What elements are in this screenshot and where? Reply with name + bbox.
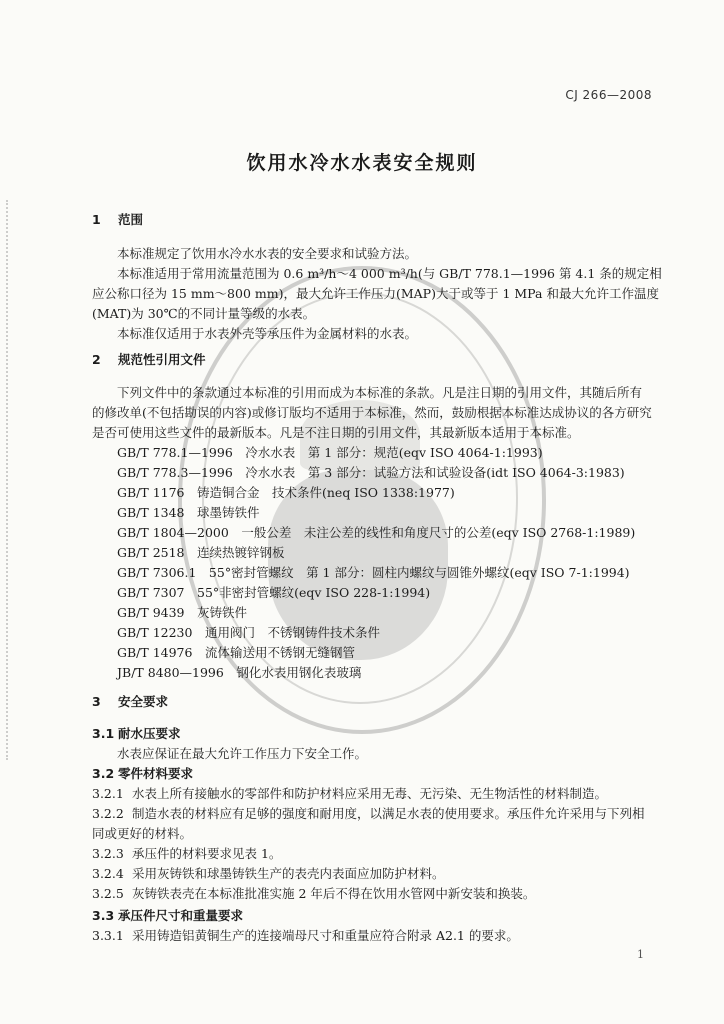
page-number: 1	[637, 948, 644, 961]
section-2-heading	[92, 352, 666, 368]
clause-text: 制造水表的材料应有足够的强度和耐用度，以满足水表的使用要求。承压件允许采用与下列相	[132, 806, 645, 821]
clause-text: 采用铸造铝黄铜生产的连接端母尺寸和重量应符合附录 A2.1 的要求。	[132, 928, 519, 943]
section-title: 耐水压要求	[118, 726, 181, 741]
reference-item: GB/T 2518 连续热镀锌钢板	[117, 545, 285, 560]
references-intro-line-1: 下列文件中的条款通过本标准的引用而成为本标准的条款。凡是注日期的引用文件，其随后所有	[117, 385, 643, 400]
reference-item: GB/T 7306.1 55°密封管螺纹 第 1 部分：圆柱内螺纹与圆锥外螺纹(eqv ISO 7-1:1994)	[117, 565, 630, 580]
scope-paragraph-2-line-2: 应公称口径为 15 mm～800 mm)，最大允许工作压力(MAP)大于或等于 1 MPa 和最大允许工作温度	[92, 286, 659, 301]
clause-3-3-1	[92, 928, 666, 944]
section-1-heading	[92, 212, 666, 228]
clause-3-2-4	[92, 866, 666, 882]
section-3-1-heading	[92, 726, 666, 742]
section-title: 规范性引用文件	[118, 352, 206, 367]
reference-item: GB/T 14976 流体输送用不锈钢无缝钢管	[117, 645, 355, 660]
section-title: 范围	[118, 212, 144, 227]
reference-item: GB/T 1176 铸造铜合金 技术条件(neq ISO 1338:1977)	[117, 485, 455, 500]
clause-number: 3.2.1	[92, 786, 124, 801]
scope-paragraph-1: 本标准规定了饮用水冷水水表的安全要求和试验方法。	[117, 246, 418, 261]
requirement-3-1-text: 水表应保证在最大允许工作压力下安全工作。	[117, 746, 368, 761]
section-number: 2	[92, 352, 101, 367]
clause-number: 3.2.5	[92, 886, 124, 901]
clause-3-2-3	[92, 846, 666, 862]
section-3-heading	[92, 694, 666, 710]
clause-text: 采用灰铸铁和球墨铸铁生产的表壳内表面应加防护材料。	[132, 866, 445, 881]
clause-number: 3.2.4	[92, 866, 124, 881]
references-intro-line-3: 是否可使用这些文件的最新版本。凡是不注日期的引用文件，其最新版本适用于本标准。	[92, 425, 580, 440]
reference-item: GB/T 778.1—1996 冷水水表 第 1 部分：规范(eqv ISO 4064-1:1993)	[117, 445, 543, 460]
clause-number: 3.2.3	[92, 846, 124, 861]
section-3-2-heading	[92, 766, 666, 782]
page-title: 饮用水冷水水表安全规则	[246, 152, 478, 174]
scope-paragraph-2-line-1: 本标准适用于常用流量范围为 0.6 m³/h～4 000 m³/h(与 GB/T 778.1—1996 第 4.1 条的规定相	[117, 266, 662, 281]
clause-3-2-2	[92, 806, 666, 822]
section-title: 承压件尺寸和重量要求	[118, 908, 244, 923]
clause-number: 3.2.2	[92, 806, 124, 821]
scope-paragraph-3: 本标准仅适用于水表外壳等承压件为金属材料的水表。	[117, 326, 418, 341]
clause-number: 3.3.1	[92, 928, 124, 943]
reference-item: GB/T 12230 通用阀门 不锈钢铸件技术条件	[117, 625, 380, 640]
clause-text: 水表上所有接触水的零部件和防护材料应采用无毒、无污染、无生物活性的材料制造。	[132, 786, 608, 801]
section-number: 3.1	[92, 726, 115, 741]
reference-item: GB/T 1348 球墨铸铁件	[117, 505, 260, 520]
section-number: 3	[92, 694, 101, 709]
references-intro-line-2: 的修改单(不包括勘误的内容)或修订版均不适用于本标准，然而，鼓励根据本标准达成协议的各方研究	[92, 405, 652, 420]
reference-item: GB/T 1804—2000 一般公差 未注公差的线性和角度尺寸的公差(eqv ISO 2768-1:1989)	[117, 525, 636, 540]
clause-text: 灰铸铁表壳在本标准批准实施 2 年后不得在饮用水管网中新安装和换装。	[132, 886, 536, 901]
section-title: 安全要求	[118, 694, 169, 709]
scope-paragraph-2-line-3: (MAT)为 30℃的不同计量等级的水表。	[92, 306, 316, 321]
clause-3-2-2-continued: 同或更好的材料。	[92, 826, 193, 841]
reference-item: GB/T 778.3—1996 冷水水表 第 3 部分：试验方法和试验设备(idt ISO 4064-3:1983)	[117, 465, 625, 480]
reference-item: JB/T 8480—1996 钢化水表用钢化表玻璃	[117, 665, 362, 680]
reference-item: GB/T 9439 灰铸铁件	[117, 605, 248, 620]
clause-3-2-5	[92, 886, 666, 902]
section-number: 3.2	[92, 766, 115, 781]
clause-text: 承压件的材料要求见表 1。	[132, 846, 282, 861]
binding-margin-marks	[6, 200, 10, 760]
section-number: 1	[92, 212, 101, 227]
section-3-3-heading	[92, 908, 666, 924]
reference-item: GB/T 7307 55°非密封管螺纹(eqv ISO 228-1:1994)	[117, 585, 431, 600]
section-title: 零件材料要求	[118, 766, 194, 781]
clause-3-2-1	[92, 786, 666, 802]
section-number: 3.3	[92, 908, 115, 923]
standard-code: CJ 266—2008	[565, 88, 652, 102]
